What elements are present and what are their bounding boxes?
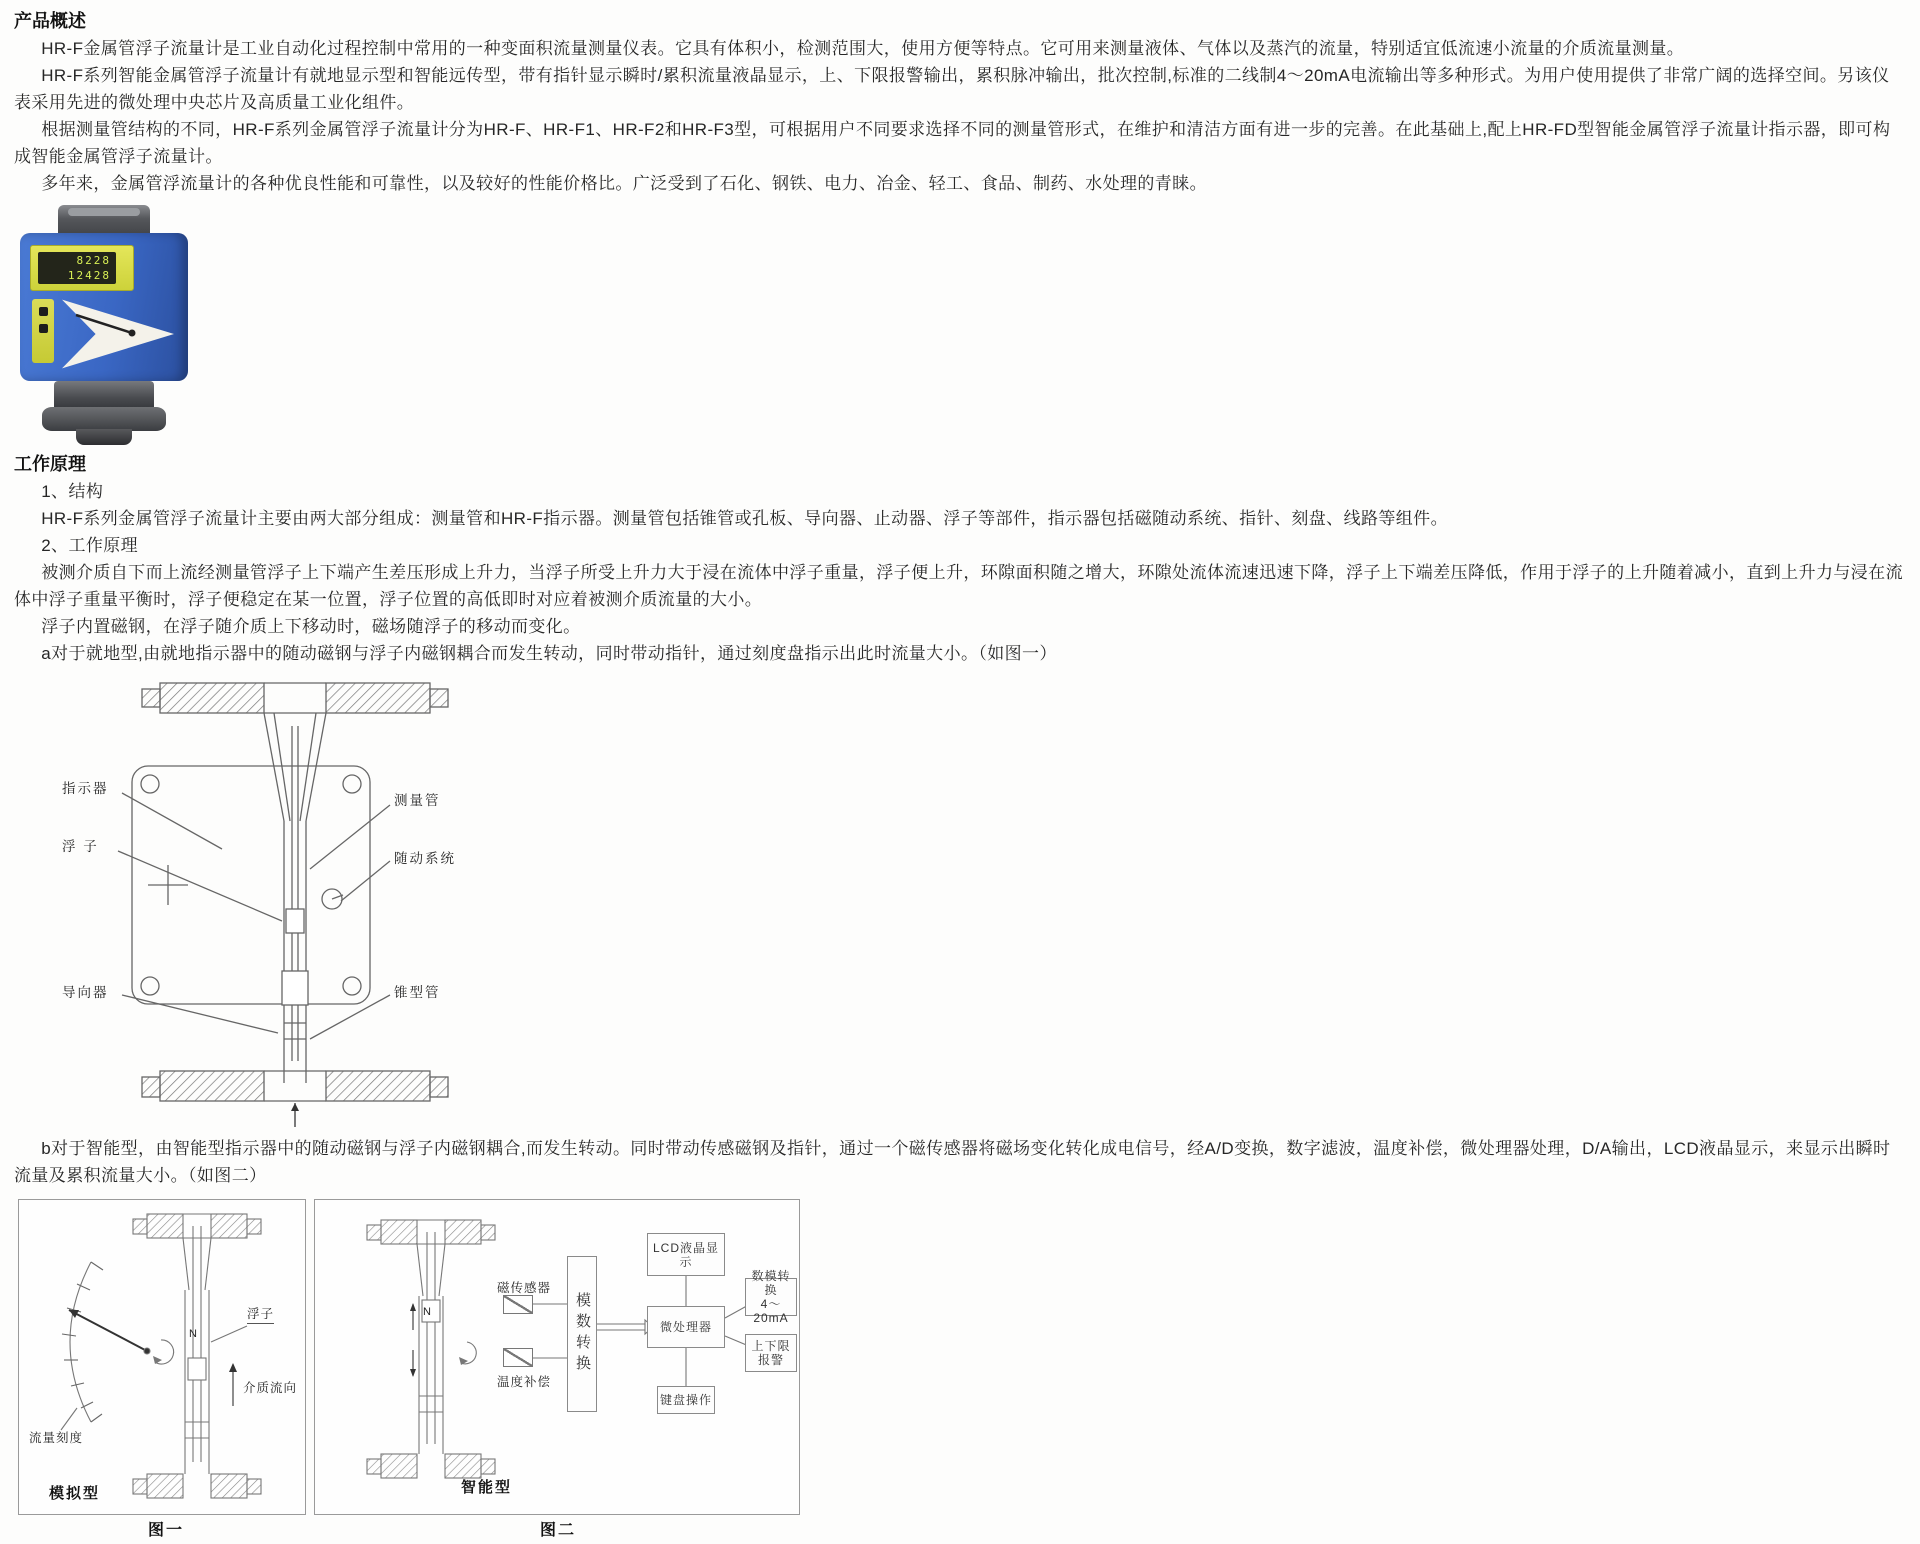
product-photo: [20, 205, 188, 445]
figure-row: [14, 1199, 1906, 1517]
label-indicator: 指示器: [62, 781, 109, 796]
label-cone: 锥型管: [394, 985, 441, 1000]
photo-lcd-display: [38, 252, 116, 284]
figure1-analog-diagram: [18, 1199, 306, 1515]
overview-paragraph-4: 多年来，金属管浮流量计的各种优良性能和可靠性，以及较好的性能价格比。广泛受到了石化、钢铁、电力、冶金、轻工、食品、制药、水处理的青睐。: [41, 174, 1207, 193]
figure2-intelligent-diagram: [314, 1199, 800, 1515]
fig2-block-alarm: 上下限报警: [745, 1334, 797, 1372]
fig2-block-lcd: LCD液晶显示: [647, 1233, 725, 1276]
photo-display-panel: [30, 245, 134, 291]
figure2-drawing: [315, 1200, 799, 1514]
label-follow: 随动系统: [394, 851, 456, 866]
overview-paragraph-2: HR-F系列智能金属管浮子流量计有就地显示型和智能远传型，带有指针显示瞬时/累积流量液晶显示，上、下限报警输出，累积脉冲输出，批次控制,标准的二线制4～20mA电流输出等多种形式。为用户使用提供了非常广阔的选择空间。另该仪表采用先进的微处理中央芯片及高质量工业化组件。: [14, 66, 1890, 112]
fig2-type-label: 智能型: [461, 1479, 513, 1496]
fig1-label-flow: 介质流向: [243, 1381, 298, 1395]
cutaway-diagram: [60, 671, 530, 1133]
structure-title: 1、结构: [41, 482, 104, 501]
photo-base-disc: [42, 407, 166, 431]
principle-paragraph-2: 浮子内置磁钢，在浮子随介质上下移动时，磁场随浮子的移动而变化。: [41, 617, 581, 636]
fig2-dac-line1: 数模转换: [751, 1269, 791, 1297]
fig2-block-keyboard: 键盘操作: [657, 1386, 715, 1414]
photo-buttons: [32, 299, 54, 363]
label-float: 浮 子: [62, 839, 99, 854]
fig2-temp-label: 温度补偿: [497, 1375, 552, 1389]
fig2-sensor-symbol: [503, 1295, 533, 1314]
fig2-dac-line2: 4～20mA: [753, 1297, 789, 1325]
structure-text: HR-F系列金属管浮子流量计主要由两大部分组成：测量管和HR-F指示器。测量管包括锥管或孔板、导向器、止动器、浮子等部件，指示器包括磁随动系统、指针、刻盘、线路等组件。: [41, 509, 1448, 528]
fig1-label-scale: 流量刻度: [29, 1431, 84, 1445]
figure1-drawing: [19, 1200, 305, 1514]
overview-paragraph-3: 根据测量管结构的不同，HR-F系列金属管浮子流量计分为HR-F、HR-F1、HR-F2和HR-F3型，可根据用户不同要求选择不同的测量管形式，在维护和清洁方面有进一步的完善。在此基础上,配上HR-FD型智能金属管浮子流量计指示器，即可构成智能金属管浮子流量计。: [14, 120, 1891, 166]
fig2-block-adc: 模数转换: [567, 1256, 597, 1412]
fig2-sensor-label: 磁传感器: [497, 1281, 552, 1295]
lcd-line-1: 8228: [76, 254, 111, 267]
overview-paragraph-1: HR-F金属管浮子流量计是工业自动化过程控制中常用的一种变面积流量测量仪表。它具有体积小，检测范围大，使用方便等特点。它可用来测量液体、气体以及蒸汽的流量，特别适宜低流速小流量的介质流量测量。: [41, 39, 1685, 58]
photo-needle: [68, 303, 138, 363]
fig2-block-mcu: 微处理器: [647, 1306, 725, 1348]
lcd-line-2: 12428: [67, 269, 111, 282]
principle-paragraph-3: a对于就地型,由就地指示器中的随动磁钢与浮子内磁钢耦合而发生转动，同时带动指针，通过刻度盘指示出此时流量大小。（如图一）: [41, 644, 1057, 663]
label-guide: 导向器: [62, 985, 109, 1000]
fig1-type-label: 模拟型: [49, 1485, 101, 1502]
cutaway-drawing: [60, 671, 530, 1133]
photo-meter-body: [20, 233, 188, 381]
principle-paragraph-1: 被测介质自下而上流经测量管浮子上下端产生差压形成上升力，当浮子所受上升力大于浸在流体中浮子重量，浮子便上升，环隙面积随之增大，环隙处流体流速迅速下降，浮子上下端差压降低，作用于浮子的上升随着减小，直到上升力与浸在流体中浮子重量平衡时，浮子便稳定在某一位置，浮子位置的高低即时对应着被测介质流量的大小。: [14, 563, 1903, 609]
figure-captions: [14, 1517, 1906, 1541]
principle-sub-title: 2、工作原理: [41, 536, 139, 555]
fig1-label-float: 浮子: [247, 1304, 274, 1324]
figure2-caption: 图二: [540, 1522, 577, 1539]
principle-heading: 工作原理: [14, 454, 86, 474]
photo-pipe-stub: [76, 429, 132, 445]
principle-paragraph-4: b对于智能型，由智能型指示器中的随动磁钢与浮子内磁钢耦合,而发生转动。同时带动传感磁钢及指针，通过一个磁传感器将磁场变化转化成电信号，经A/D变换，数字滤波，温度补偿，微处理器处理，D/A输出，LCD液晶显示，来显示出瞬时流量及累积流量大小。（如图二）: [14, 1139, 1891, 1185]
fig2-temp-symbol: [503, 1348, 533, 1367]
figure1-caption: 图一: [148, 1522, 185, 1539]
overview-heading: 产品概述: [14, 11, 86, 31]
fig1-magnet-n: N: [189, 1328, 198, 1340]
fig2-block-dac: [745, 1269, 797, 1325]
label-tube: 测量管: [394, 793, 441, 808]
fig2-magnet-n: N: [423, 1306, 432, 1318]
